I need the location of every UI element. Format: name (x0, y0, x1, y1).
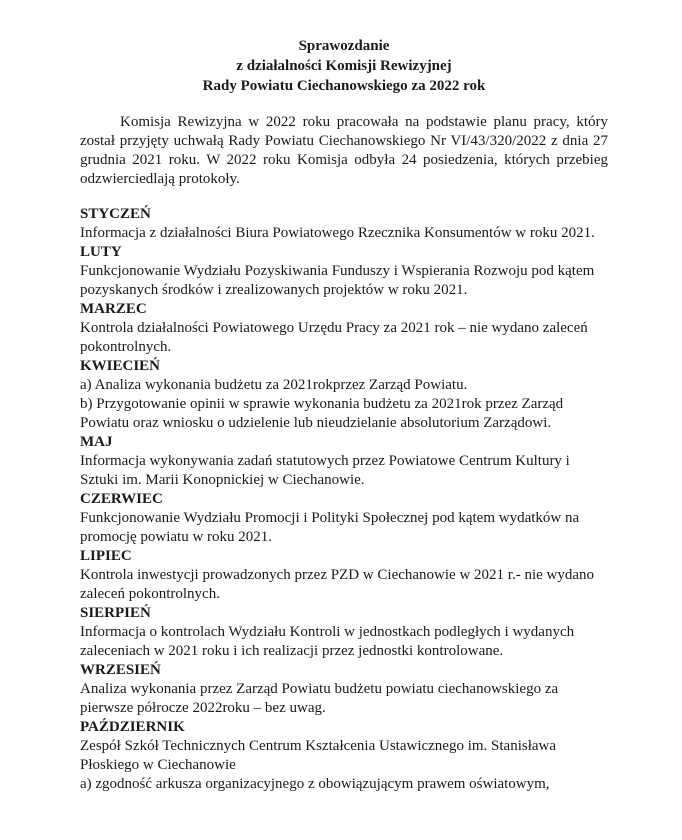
title-line-3: Rady Powiatu Ciechanowskiego za 2022 rok (202, 78, 486, 94)
month-heading: LUTY (80, 244, 122, 260)
section-paragraph: Kontrola działalności Powiatowego Urzędu Pracy za 2021 rok – nie wydano zaleceń pokontrolnych. (80, 320, 588, 355)
section-paragraph: b) Przygotowanie opinii w sprawie wykonania budżetu za 2021rok przez Zarząd Powiatu oraz wniosku o udzielenie lub nieudzielanie absolutorium Zarządowi. (80, 396, 564, 431)
month-section (80, 490, 608, 547)
section-paragraph: Funkcjonowanie Wydziału Promocji i Polityki Społecznej pod kątem wydatków na promocję powiatu w roku 2021. (80, 510, 580, 545)
month-heading: CZERWIEC (80, 491, 163, 507)
section-paragraph: Informacja o kontrolach Wydziału Kontroli w jednostkach podległych i wydanych zaleceniach w 2021 roku i ich realizacji przez jednostki kontrolowane. (80, 624, 575, 659)
month-section (80, 433, 608, 490)
section-paragraph: Informacja wykonywania zadań statutowych przez Powiatowe Centrum Kultury i Sztuki im. Marii Konopnickiej w Ciechanowie. (80, 453, 570, 488)
month-section (80, 357, 608, 433)
month-heading: LIPIEC (80, 548, 132, 564)
month-section (80, 243, 608, 300)
title-line-2: z działalności Komisji Rewizyjnej (236, 58, 452, 74)
month-section (80, 604, 608, 661)
section-paragraph: Funkcjonowanie Wydziału Pozyskiwania Funduszy i Wspierania Rozwoju pod kątem pozyskanych środków i zrealizowanych projektów w roku 2021. (80, 263, 595, 298)
month-heading: STYCZEŃ (80, 206, 151, 222)
month-section (80, 718, 608, 794)
section-paragraph: Kontrola inwestycji prowadzonych przez PZD w Ciechanowie w 2021 r.- nie wydano zaleceń pokontrolnych. (80, 567, 595, 602)
title-line-1: Sprawozdanie (298, 38, 390, 54)
month-heading: MAJ (80, 434, 113, 450)
month-heading: KWIECIEŃ (80, 358, 161, 374)
section-paragraph: a) zgodność arkusza organizacyjnego z obowiązującym prawem oświatowym, (80, 776, 550, 792)
month-heading: MARZEC (80, 301, 147, 317)
month-section (80, 661, 608, 718)
month-section (80, 547, 608, 604)
section-paragraph: Zespół Szkół Technicznych Centrum Kształcenia Ustawicznego im. Stanisława Płoskiego w Ciechanowie (80, 738, 557, 773)
section-paragraph: Analiza wykonania przez Zarząd Powiatu budżetu powiatu ciechanowskiego za pierwsze półrocze 2022roku – bez uwag. (80, 681, 559, 716)
month-heading: WRZESIEŃ (80, 662, 161, 678)
month-heading: SIERPIEŃ (80, 605, 151, 621)
section-paragraph: a) Analiza wykonania budżetu za 2021rokprzez Zarząd Powiatu. (80, 377, 468, 393)
intro-paragraph: Komisja Rewizyjna w 2022 roku pracowała na podstawie planu pracy, który został przyjęty uchwałą Rady Powiatu Ciechanowskiego Nr VI/43/320/2022 z dnia 27 grudnia 2021 roku. W 2022 roku Komisja odbyła 24 posiedzenia, których przebieg odzwierciedlają protokoły. (80, 114, 608, 187)
month-section (80, 205, 608, 243)
sections-list (80, 205, 608, 794)
document-title (80, 36, 608, 96)
document-page (80, 36, 608, 794)
month-heading: PAŹDZIERNIK (80, 719, 185, 735)
month-section (80, 300, 608, 357)
section-paragraph: Informacja z działalności Biura Powiatowego Rzecznika Konsumentów w roku 2021. (80, 225, 595, 241)
